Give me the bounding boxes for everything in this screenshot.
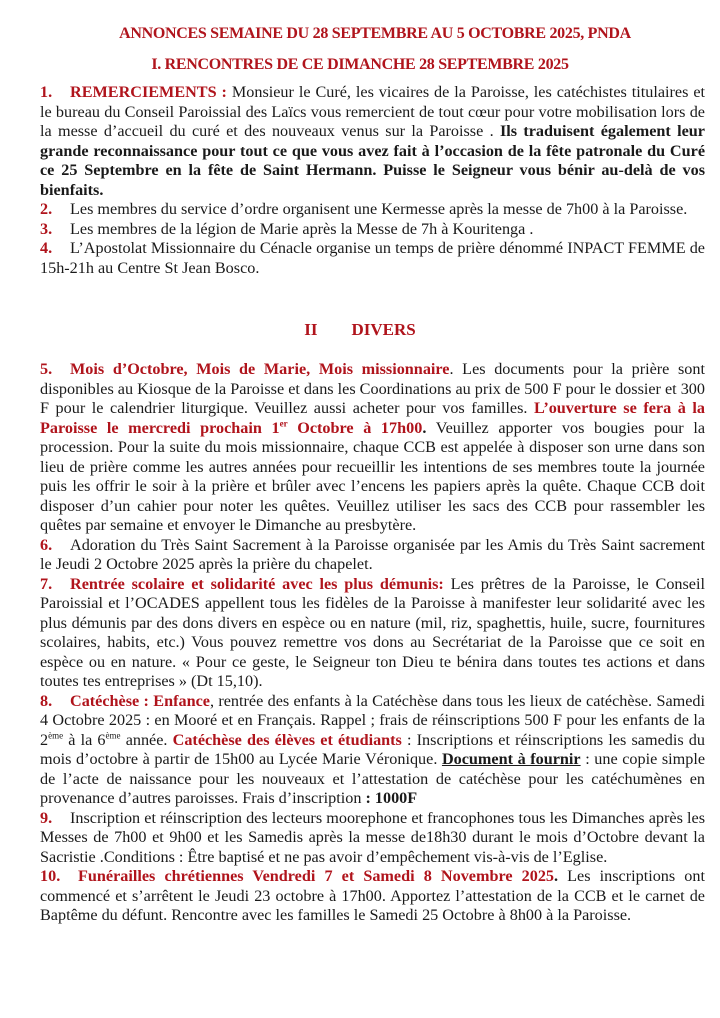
item-number: 9. (40, 808, 53, 827)
item-9 (40, 809, 705, 868)
item-text: à la 6 (63, 730, 106, 749)
item-text: L’Apostolat Missionnaire du Cénacle organise un temps de prière dénommé INPACT FEMME de 15h-21h au Centre St Jean Bosco. (40, 239, 705, 277)
item-5 (40, 360, 705, 536)
item-text: année. (120, 730, 173, 749)
item-number: 5. (40, 360, 53, 378)
item-text: Adoration du Très Saint Sacrement à la Paroisse organisée par les Amis du Très Saint sacrement le Jeudi 2 Octobre 2025 après la prière du chapelet. (40, 535, 705, 573)
item-dot: . (422, 418, 427, 437)
ordinal-suffix: ème (48, 730, 64, 741)
item-number: 3. (40, 219, 53, 238)
item-4 (40, 239, 705, 278)
item-number: 1. (40, 83, 53, 101)
section-2-roman: II (304, 320, 318, 339)
item-8 (40, 692, 705, 809)
item-2 (40, 200, 705, 220)
item-number: 4. (40, 239, 53, 257)
item-6 (40, 536, 705, 575)
section-2-title (0, 320, 720, 340)
item-highlight: Octobre à 17h00 (287, 418, 423, 437)
item-text: Veuillez apporter vos bougies pour la procession. Pour la suite du mois missionnaire, chaque CCB est appelée à disposer son urne dans son lieu de prière comme les autres années pour recueillir les intentions de ses membres toute la journée puis les offrir le soir à la prière et brûler avec l’encens les papiers après la quête. Chaque CCB doit disposer d’un cahier pour noter les quêtes. Veuillez utiliser les sacs des CCB pour rassembler les quêtes par semaine et envoyer le Dimanche au presbytère. (40, 418, 706, 534)
item-heading: REMERCIEMENTS : (70, 83, 227, 101)
item-number: 2. (40, 200, 53, 218)
item-heading: Funérailles chrétiennes Vendredi 7 et Samedi 8 Novembre 2025 (78, 867, 555, 885)
item-10 (40, 867, 705, 926)
section-1-title: I. RENCONTRES DE CE DIMANCHE 28 SEPTEMBRE 2025 (151, 56, 569, 73)
item-highlight: L’ouverture se fera à la Paroisse le mercredi prochain 1 (40, 399, 705, 437)
item-text: : une copie simple de l’acte de naissance pour les nouveaux et l’attestation de catéchèse pour les catéchumènes en provenance d’autres paroisses. Frais d’inscription (40, 750, 706, 807)
ordinal-suffix: er (279, 418, 288, 429)
document-title: ANNONCES SEMAINE DU 28 SEPTEMBRE AU 5 OCTOBRE 2025, PNDA (119, 25, 631, 42)
item-dot: . (554, 867, 559, 885)
document-required-label: Document à fournir (441, 750, 581, 768)
section-2-content (40, 360, 705, 926)
registration-fee: : 1000F (365, 789, 418, 807)
ordinal-suffix: ème (105, 730, 121, 741)
item-bold-text: Ils traduisent également leur grande reconnaissance pour tout ce que vous avez fait à l’occasion de la fête patronale du Curé ce 25 Septembre en la fête de Saint Hermann. Puisse le Seigneur vous bénir au-delà de vos bienfaits. (40, 122, 705, 199)
section-1-content (40, 83, 705, 278)
item-subheading: Catéchèse des élèves et étudiants (172, 730, 402, 749)
item-number: 7. (40, 574, 53, 593)
item-heading: Catéchèse : Enfance (70, 691, 210, 710)
item-heading: Rentrée scolaire et solidarité avec les plus démunis: (70, 574, 444, 593)
item-number: 6. (40, 535, 53, 554)
item-text: Inscription et réinscription des lecteurs moorephone et francophones tous les Dimanches après les Messes de 7h00 et 9h00 et les Samedis après la messe de18h30 durant le mois d’Octobre devant la Sacristie .Conditions : Être baptisé et ne pas avoir d’empêchement vis-à-vis de l’Eglise. (40, 808, 705, 866)
item-heading: Mois d’Octobre, Mois de Marie, Mois missionnaire (70, 360, 450, 378)
item-text: Les inscriptions ont commencé et s’arrêtent le Jeudi 23 octobre à 17h00. Apportez l’attestation de la CCB et le carnet de Baptême du défunt. Rencontre avec les familles le Samedi 25 Octobre à 8h00 à la Paroisse. (40, 867, 705, 924)
item-text: Monsieur le Curé, les vicaires de la Paroisse, les catéchistes titulaires et le bureau du Conseil Paroissial des Laïcs vous remercient de tout cœur pour votre mobilisation lors de la messe d’accueil du curé et des nouveaux venus sur la Paroisse . (40, 83, 706, 140)
item-7 (40, 575, 705, 692)
item-number: 10. (40, 867, 61, 885)
item-3 (40, 220, 705, 240)
item-text: : Inscriptions et réinscriptions les samedis du mois d’octobre à partir de 15h00 au Lycée Marie Véronique. (40, 730, 705, 768)
item-text: , rentrée des enfants à la Catéchèse dans tous les lieux de catéchèse. Samedi 4 Octobre 2025 : en Mooré et en Français. Rappel ; frais de réinscriptions 500 F pour les enfants de la 2 (40, 691, 705, 749)
section-2-label: DIVERS (351, 320, 416, 339)
item-1 (40, 83, 705, 200)
item-number: 8. (40, 691, 53, 710)
item-text: Les membres de la légion de Marie après la Messe de 7h à Kouritenga . (70, 219, 534, 238)
item-text: Les membres du service d’ordre organisent une Kermesse après la messe de 7h00 à la Paroisse. (70, 200, 688, 218)
item-text: Les prêtres de la Paroisse, le Conseil Paroissial et l’OCADES appellent tous les fidèles de la Paroisse à manifester leur solidarité avec les plus démunis par des dons divers en espèce ou en nature (mil, riz, spaghettis, huile, sucre, fournitures scolaires, habits, etc.) Vous pouvez remettre vos dons au Secrétariat de la Paroisse que ce soit en espèce ou en nature. « Pour ce geste, le Seigneur ton Dieu te bénira dans toutes tes actions et dans toutes tes entreprises » (Dt 15,10). (40, 574, 705, 690)
item-text: . Les documents pour la prière sont disponibles au Kiosque de la Paroisse et dans les Coordinations au prix de 500 F pour le dossier et 300 F pour le calendrier liturgique. Veuillez aussi acheter pour vos familles. (40, 360, 705, 417)
